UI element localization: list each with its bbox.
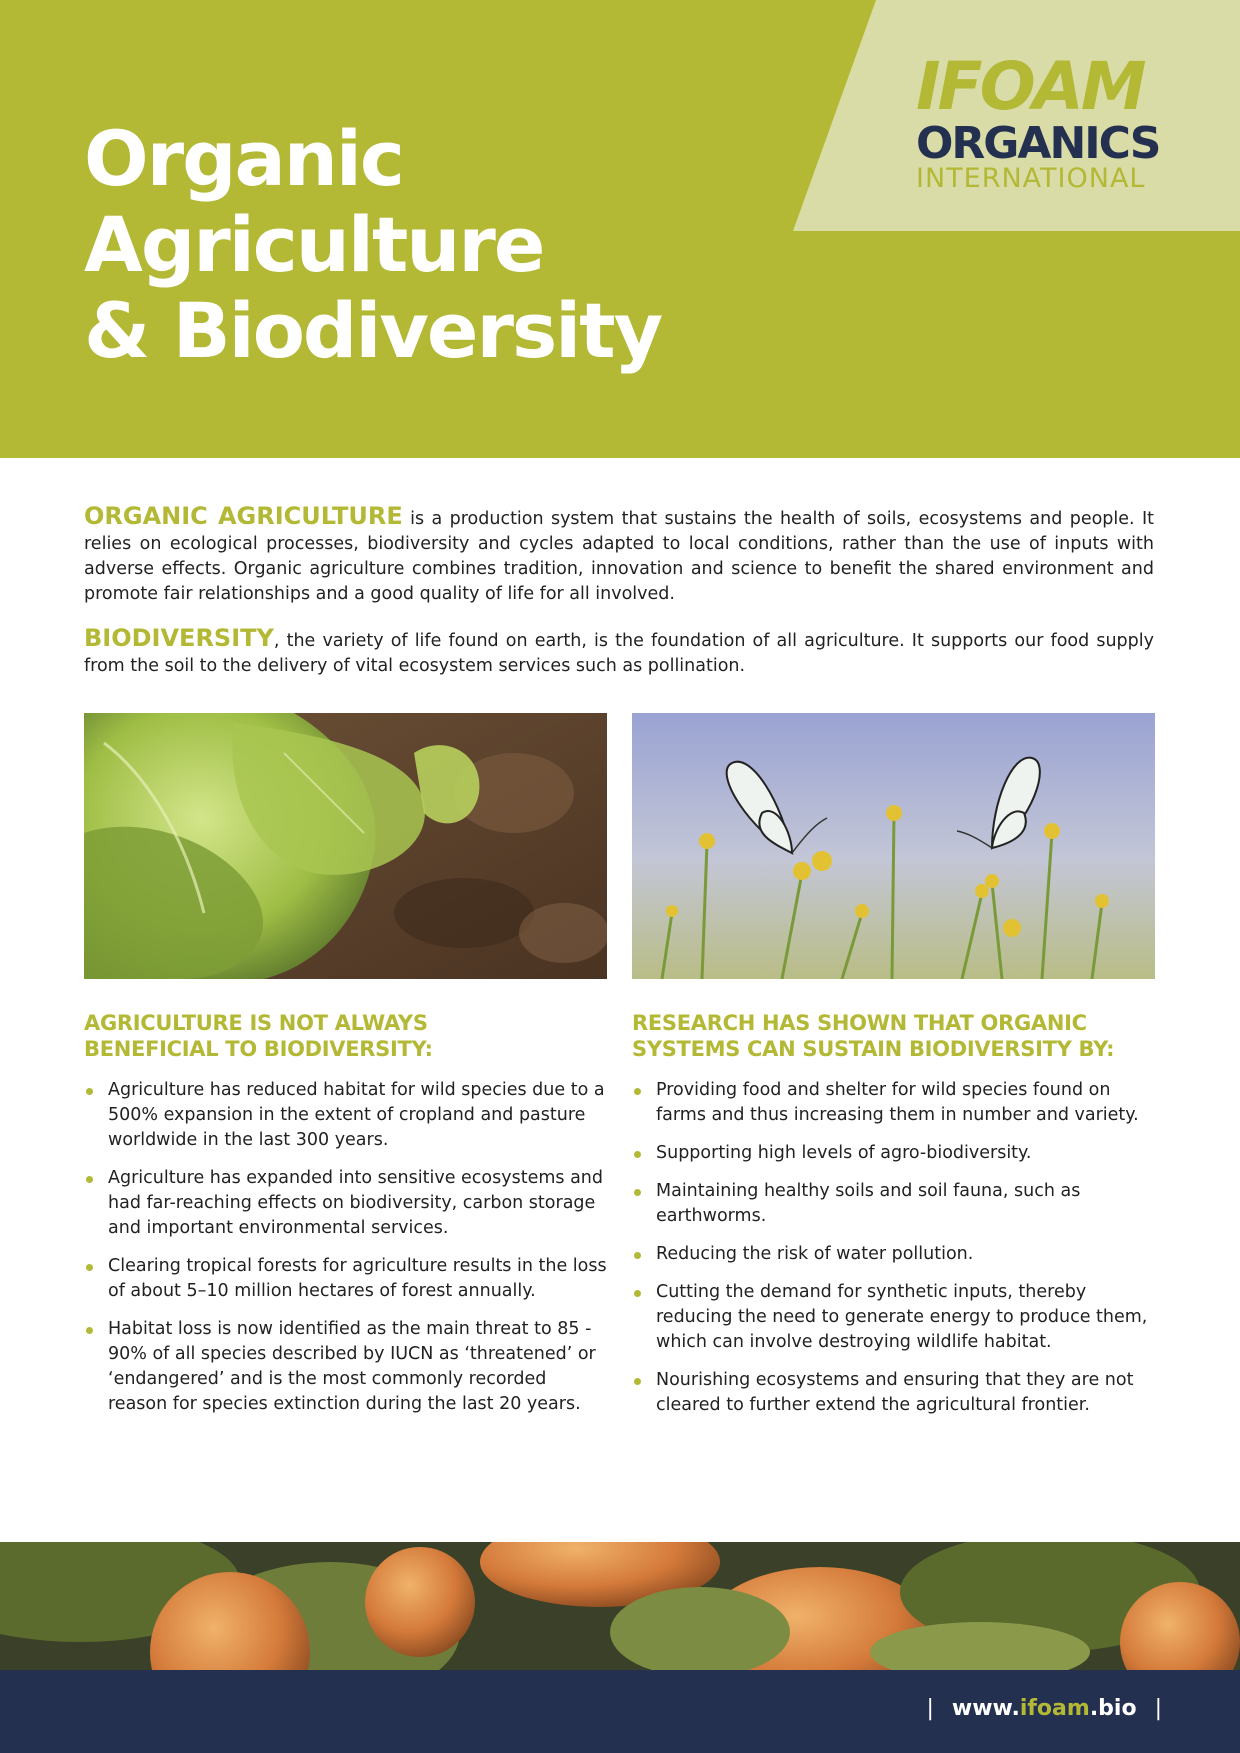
bullet-icon (634, 1088, 641, 1095)
list-item-text: Reducing the risk of water pollution. (656, 1244, 974, 1264)
title-line-3: & Biodiversity (84, 286, 662, 375)
organic-agriculture-lead: ORGANIC AGRICULTURE (84, 502, 403, 530)
page-title (84, 116, 661, 374)
left-column (84, 1010, 607, 1430)
right-column-heading (632, 1010, 1155, 1062)
right-column (632, 1010, 1155, 1431)
list-item (632, 1179, 1155, 1229)
ifoam-logo[interactable] (900, 48, 1170, 202)
biodiversity-lead: BIODIVERSITY (84, 624, 274, 652)
bullet-icon (86, 1327, 93, 1334)
biodiversity-text: , the variety of life found on earth, is the foundation of all agriculture. It supports our food supply from the soil to the delivery of vital ecosystem services such as pollination. (84, 631, 1154, 676)
bullet-icon (634, 1189, 641, 1196)
list-item-text: Cutting the demand for synthetic inputs, thereby reducing the need to generate energy to produce them, which can involve destroying wildlife habitat. (656, 1282, 1148, 1352)
url-accent: ifoam (1019, 1696, 1090, 1721)
list-item (84, 1317, 607, 1417)
organic-agriculture-text: is a production system that sustains the health of soils, ecosystems and people. It relies on ecological processes, biodiversity and cycles adapted to local conditions, rather than the use of inputs with adverse effects. Organic agriculture combines tradition, innovation and science to benefit the shared environment and promote fair relationships and a good quality of life for all involved. (84, 509, 1154, 604)
left-heading-line-1: AGRICULTURE IS NOT ALWAYS (84, 1011, 428, 1035)
list-item-text: Agriculture has expanded into sensitive ecosystems and had far-reaching effects on biodiversity, carbon storage and important environmental services. (108, 1168, 603, 1238)
list-item (632, 1078, 1155, 1128)
list-item (632, 1141, 1155, 1166)
intro-biodiversity (84, 626, 1154, 679)
url-prefix: www. (951, 1696, 1020, 1721)
list-item (632, 1280, 1155, 1355)
logo-international: INTERNATIONAL (916, 163, 1146, 194)
list-item-text: Agriculture has reduced habitat for wild species due to a 500% expansion in the extent of cropland and pasture worldwide in the last 300 years. (108, 1080, 605, 1150)
list-item-text: Providing food and shelter for wild species found on farms and thus increasing them in number and variety. (656, 1080, 1139, 1125)
left-bullet-list (84, 1078, 607, 1417)
bullet-icon (634, 1290, 641, 1297)
list-item-text: Supporting high levels of agro-biodiversity. (656, 1143, 1032, 1163)
left-heading-line-2: BENEFICIAL TO BIODIVERSITY: (84, 1037, 433, 1061)
right-heading-line-2: SYSTEMS CAN SUSTAIN BIODIVERSITY BY: (632, 1037, 1115, 1061)
website-link[interactable] (908, 1696, 1180, 1721)
url-suffix: .bio (1089, 1696, 1137, 1721)
bullet-icon (86, 1176, 93, 1183)
title-line-1: Organic (84, 114, 403, 203)
bullet-icon (86, 1264, 93, 1271)
title-line-2: Agriculture (84, 200, 544, 289)
right-bullet-list (632, 1078, 1155, 1418)
list-item-text: Maintaining healthy soils and soil fauna, such as earthworms. (656, 1181, 1081, 1226)
footer (0, 1670, 1240, 1753)
fruit-photo-band (0, 1542, 1240, 1670)
butterflies-photo (632, 713, 1155, 979)
list-item-text: Clearing tropical forests for agriculture results in the loss of about 5–10 million hectares of forest annually. (108, 1256, 607, 1301)
bullet-icon (86, 1088, 93, 1095)
logo-organics: ORGANICS (916, 118, 1160, 169)
bullet-icon (634, 1151, 641, 1158)
bullet-icon (634, 1252, 641, 1259)
list-item-text: Habitat loss is now identified as the main threat to 85 - 90% of all species described by IUCN as ‘threatened’ or ‘endangered’ and is the most commonly recorded reason for species extinction during the last 20 years. (108, 1319, 596, 1414)
list-item-text: Nourishing ecosystems and ensuring that they are not cleared to further extend the agricultural frontier. (656, 1370, 1134, 1415)
divider-right: | (1154, 1696, 1162, 1721)
list-item (632, 1242, 1155, 1267)
list-item (84, 1254, 607, 1304)
right-heading-line-1: RESEARCH HAS SHOWN THAT ORGANIC (632, 1011, 1087, 1035)
left-column-heading (84, 1010, 607, 1062)
list-item (84, 1166, 607, 1241)
list-item (84, 1078, 607, 1153)
logo-ifoam: IFOAM (916, 48, 1144, 125)
divider-left: | (926, 1696, 934, 1721)
list-item (632, 1368, 1155, 1418)
lettuce-soil-photo (84, 713, 607, 979)
bullet-icon (634, 1378, 641, 1385)
header-banner (0, 0, 1240, 458)
intro-organic-agriculture (84, 504, 1154, 607)
